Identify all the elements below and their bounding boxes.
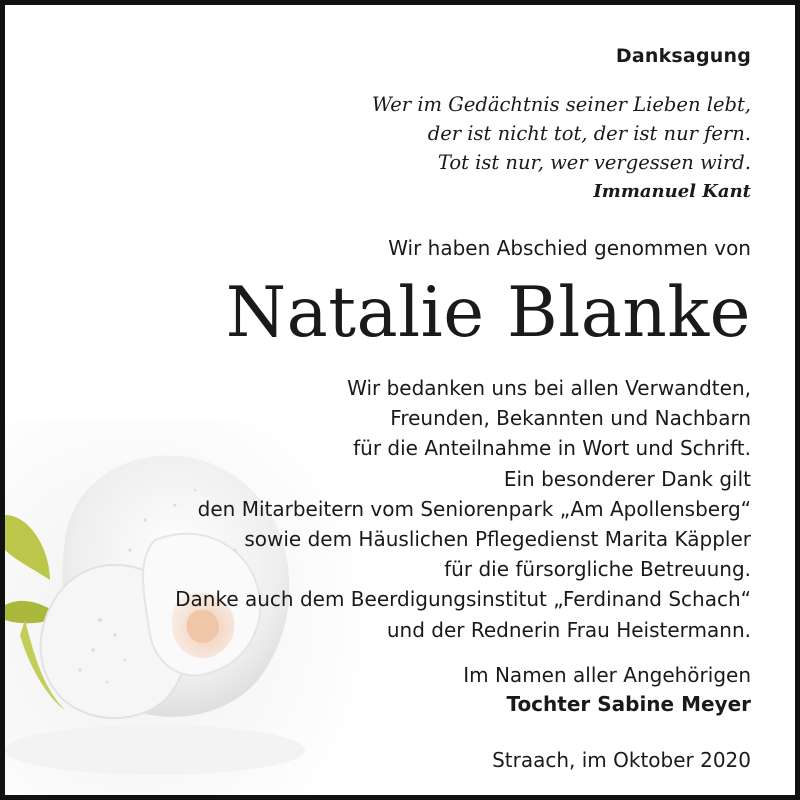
thanks-line: für die fürsorgliche Betreuung. — [444, 557, 751, 582]
quote-line: Wer im Gedächtnis seiner Lieben lebt, — [371, 93, 751, 116]
place-date: Straach, im Oktober 2020 — [492, 748, 751, 772]
quote-line: Tot ist nur, wer vergessen wird. — [437, 151, 751, 174]
closing-line: Im Namen aller Angehörigen — [463, 663, 751, 687]
quote-author: Immanuel Kant — [593, 181, 751, 202]
heading: Danksagung — [615, 45, 751, 67]
quote — [372, 90, 751, 206]
signer-name: Tochter Sabine Meyer — [506, 692, 751, 716]
thanks-line: sowie dem Häuslichen Pflegedienst Marita Käppler — [244, 527, 751, 552]
thanks-line: Freunden, Bekannten und Nachbarn — [390, 406, 751, 431]
quote-line: der ist nicht tot, der ist nur fern. — [427, 122, 751, 145]
thanks-line: den Mitarbeitern vom Seniorenpark „Am Apollensberg“ — [197, 496, 751, 521]
thanks-line: Danke auch dem Beerdigungsinstitut „Ferdinand Schach“ — [175, 587, 751, 612]
thanks-line: und der Rednerin Frau Heistermann. — [386, 617, 751, 642]
deceased-name: Natalie Blanke — [225, 273, 751, 353]
thanks-line: für die Anteilnahme in Wort und Schrift. — [353, 436, 751, 461]
thanks-line: Wir bedanken uns bei allen Verwandten, — [347, 376, 751, 400]
thanks-line: Ein besonderer Dank gilt — [503, 466, 751, 491]
thanks-text — [175, 373, 751, 645]
intro-text: Wir haben Abschied genommen von — [388, 236, 751, 260]
closing — [463, 661, 751, 719]
